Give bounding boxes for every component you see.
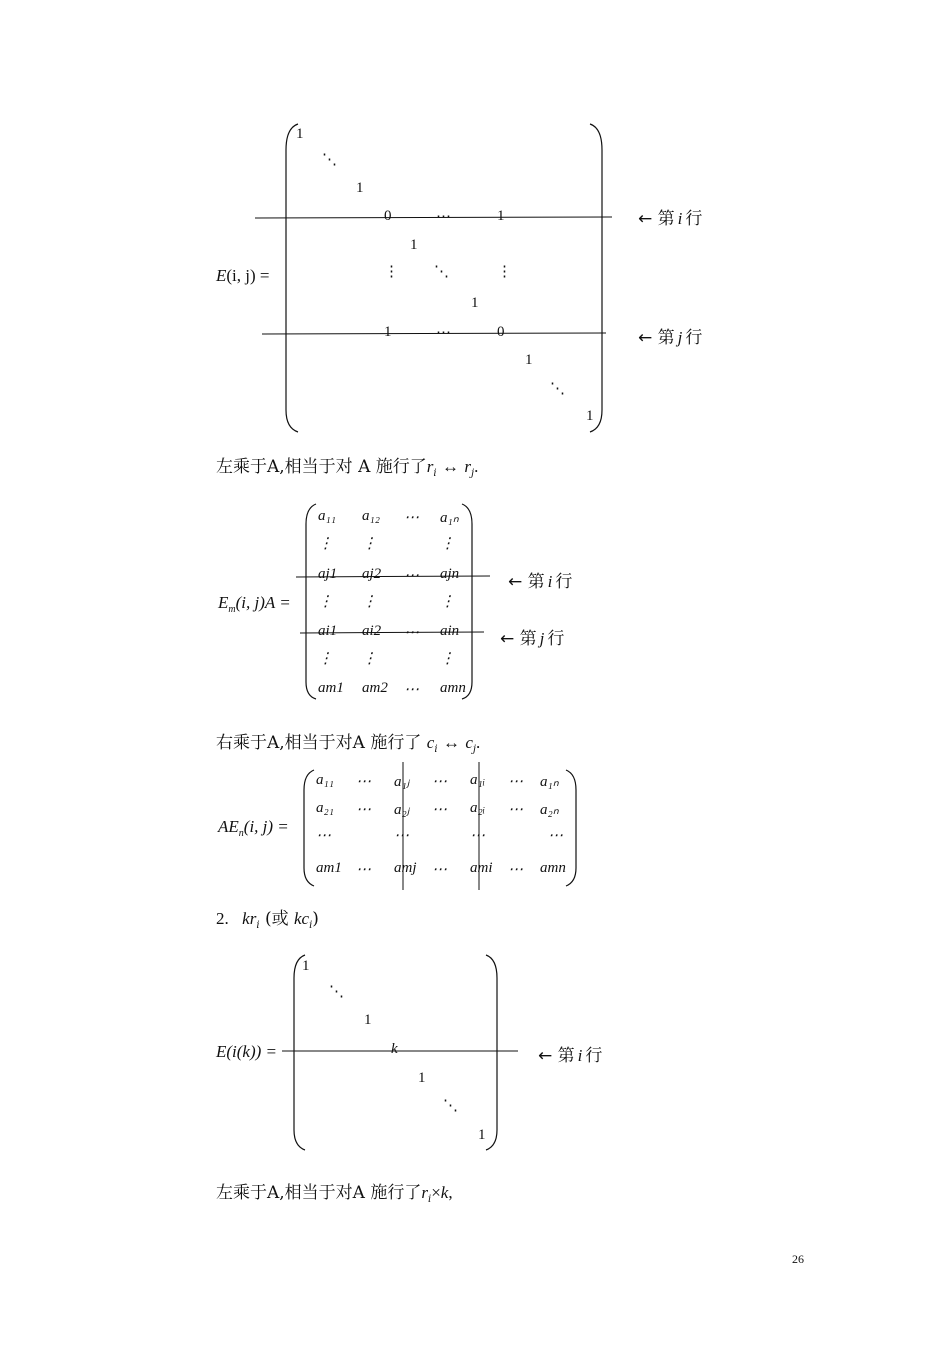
matrix-entry: ⋯ (356, 774, 371, 790)
matrix-entry: a₂₁ (316, 800, 334, 816)
annotation-pre: 第 (557, 1046, 575, 1066)
matrix-entry: ⋯ (404, 625, 419, 641)
entry-ddots-bottom: ⋱ (443, 1098, 458, 1114)
entry-one-upper: 1 (356, 180, 364, 196)
matrix-entry: ⋯ (508, 862, 523, 878)
matrix-entry: a₁₂ (362, 508, 380, 524)
matrix-entry: ⋯ (508, 802, 523, 818)
matrix-entry: ⋯ (404, 682, 419, 698)
annotation-post: 行 (685, 209, 703, 229)
entry-one-mid: 1 (410, 237, 418, 253)
matrix-entry: a₁ⱼ (394, 774, 410, 790)
matrix-entry: ⋮ (362, 536, 377, 552)
matrix-entry: ⋯ (394, 828, 409, 844)
matrix-entry: ⋮ (440, 594, 455, 610)
entry-ddots-top: ⋱ (329, 984, 344, 1000)
sub-i: i (428, 1194, 432, 1205)
matrix-entry: amn (440, 680, 466, 696)
left-arrow-icon: ← (538, 1046, 553, 1066)
sentence-text: 右乘于A,相当于对A 施行了 (216, 733, 422, 753)
matrix-entry: a₁ₙ (540, 774, 559, 790)
sub-i: i (433, 468, 437, 479)
entry-ddots-bottom: ⋱ (550, 381, 565, 397)
matrix-entry: a₂ₙ (540, 802, 559, 818)
matrix-entry: ⋯ (356, 802, 371, 818)
matrix-entry: a₁ₙ (440, 510, 459, 526)
matrix-entry: amn (540, 860, 566, 876)
matrix-entry: ⋯ (508, 774, 523, 790)
annotation-var: i (677, 209, 683, 228)
sub-i: i (309, 920, 313, 931)
matrix-entry: ⋯ (432, 862, 447, 878)
matrix-entry: ai2 (362, 623, 382, 639)
entry-cdots-j: ⋯ (436, 325, 451, 341)
var-c: c (301, 909, 310, 928)
times-icon: × (431, 1183, 441, 1202)
label-args: (i, j) = (226, 266, 270, 285)
var-k: k (293, 909, 302, 928)
entry-cdots-i: ⋯ (436, 209, 451, 225)
label-main: AE (218, 817, 239, 836)
matrix-entry: ajn (440, 566, 460, 582)
entry-k: k (391, 1041, 398, 1057)
matrix-entry: aj1 (318, 566, 338, 582)
entry-one-j: 1 (384, 324, 392, 340)
right-paren (486, 955, 497, 1150)
left-arrow-icon: ← (500, 629, 515, 649)
entry-one-mid2: 1 (471, 295, 479, 311)
var-c: c (465, 733, 473, 752)
label-name: E (216, 266, 227, 285)
matrix-entry: ⋯ (432, 802, 447, 818)
matrix-entry: amj (394, 860, 417, 876)
matrix-entry: am1 (316, 860, 342, 876)
sentence-text: 左乘于A,相当于对A 施行了 (216, 1183, 422, 1203)
var-r: r (426, 457, 434, 476)
matrix-entry: ⋯ (356, 862, 371, 878)
matrix-entry: ain (440, 623, 460, 639)
entry-one-i: 1 (497, 208, 505, 224)
annotation-var: i (547, 572, 553, 591)
left-arrow-icon: ← (638, 209, 653, 229)
var-r: r (464, 457, 472, 476)
annotation-post: 行 (547, 629, 565, 649)
entry-vdots-left: ⋮ (384, 264, 399, 280)
matrix-entry: ⋮ (362, 651, 377, 667)
entry-one-upper: 1 (364, 1012, 372, 1028)
entry-ddots-top: ⋱ (322, 152, 337, 168)
var-r: r (421, 1183, 428, 1202)
matrix-entry: ⋮ (318, 536, 333, 552)
entry-one-lower: 1 (418, 1070, 426, 1086)
annotation-pre: 第 (657, 209, 675, 229)
swap-arrow-icon: ↔ (442, 457, 459, 476)
matrix-entry: a₁₁ (316, 772, 334, 788)
sub-i: i (256, 920, 260, 931)
entry-one-top: 1 (302, 958, 310, 974)
matrix-entry: ⋮ (362, 594, 377, 610)
matrix-entry: ⋮ (440, 536, 455, 552)
matrix-entry: ⋯ (404, 568, 419, 584)
sub-j: j (471, 468, 475, 479)
matrix-entry: ami (470, 860, 493, 876)
entry-one-bottom: 1 (478, 1127, 486, 1143)
sentence-text: 左乘于A,相当于对 A 施行了 (216, 457, 427, 477)
matrix-entry: a₂ⱼ (394, 802, 410, 818)
annotation-pre: 第 (657, 328, 675, 348)
swap-arrow-icon: ↔ (442, 733, 460, 752)
matrix-entry: a₁ᵢ (470, 772, 486, 788)
entry-one-bottom: 1 (586, 408, 594, 424)
annotation-var: j (677, 328, 683, 347)
annotation-post: 行 (585, 1046, 603, 1066)
sub-i: i (434, 744, 438, 755)
period: . (474, 457, 479, 476)
matrix-entry: ⋯ (316, 828, 331, 844)
label-sub: n (238, 828, 244, 839)
close-paren: ) (312, 909, 319, 929)
label-rest: (i, j) = (243, 817, 289, 836)
matrix-entry: am1 (318, 680, 344, 696)
annotation-post: 行 (685, 328, 703, 348)
entry-one-top: 1 (296, 126, 304, 142)
matrix-entry: ⋯ (548, 828, 563, 844)
entry-one-lower: 1 (525, 352, 533, 368)
matrix-entry: am2 (362, 680, 388, 696)
var-k: k (440, 1183, 449, 1202)
open-paren: (或 (264, 909, 289, 929)
period: . (476, 733, 481, 752)
sub-j: j (472, 744, 476, 755)
matrix-entry: ⋯ (470, 828, 485, 844)
label-sub: m (228, 604, 236, 615)
entry-zero-j: 0 (497, 324, 505, 340)
label-main: E (218, 593, 229, 612)
item-number: 2. (216, 909, 229, 928)
matrix-entry: ai1 (318, 623, 338, 639)
entry-vdots-right: ⋮ (497, 264, 512, 280)
row-i-annotation (538, 1041, 602, 1066)
entry-ddots-mid: ⋱ (434, 264, 449, 280)
annotation-var: i (577, 1046, 583, 1065)
label-rest: (i, j)A = (235, 593, 291, 612)
left-arrow-icon: ← (638, 328, 653, 348)
annotation-var: j (539, 629, 545, 648)
sentence-left-multiply-scale (216, 1178, 453, 1203)
left-paren (294, 955, 305, 1150)
matrix-entry: ⋮ (440, 651, 455, 667)
matrix-entry: a₂ᵢ (470, 800, 486, 816)
var-c: c (426, 733, 435, 752)
annotation-pre: 第 (527, 572, 545, 592)
matrix-entry: ⋮ (318, 594, 333, 610)
matrix-entry: ⋯ (404, 510, 419, 526)
annotation-pre: 第 (519, 629, 537, 649)
page-number: 26 (792, 1252, 804, 1266)
var-k: k (242, 909, 250, 928)
comma: , (448, 1183, 453, 1202)
annotation-post: 行 (555, 572, 573, 592)
matrix-entry: ⋮ (318, 651, 333, 667)
matrix-entry: aj2 (362, 566, 382, 582)
matrix-entry: a₁₁ (318, 508, 336, 524)
matrix-entry: ⋯ (432, 774, 447, 790)
var-r: r (249, 909, 257, 928)
left-arrow-icon: ← (508, 572, 523, 592)
entry-zero-i: 0 (384, 208, 392, 224)
matrix-label: E(i(k)) = (216, 1042, 278, 1061)
